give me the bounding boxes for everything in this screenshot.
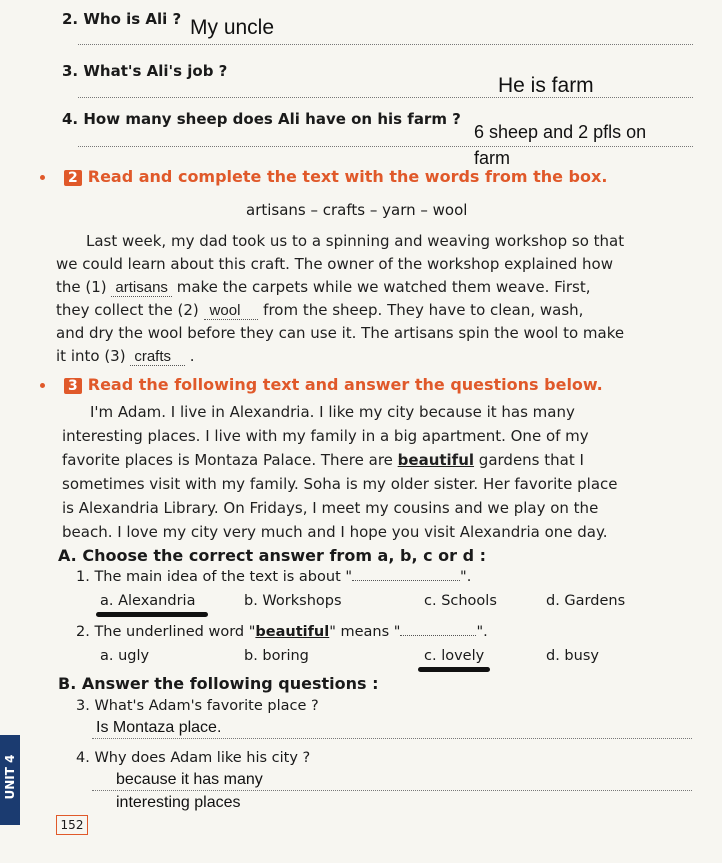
s3-line-2: interesting places. I live with my family in a big apartment. One of my [62, 427, 589, 445]
q1-option-b[interactable]: b. Workshops [244, 593, 342, 609]
q2-line [78, 44, 693, 45]
section-3-number: 3 [64, 378, 82, 394]
s2-line-3: the (1) artisans make the carpets while we watched them weave. First, [56, 278, 591, 296]
underlined-word: beautiful [397, 451, 475, 469]
part-b-q4-answer-line2: interesting places [116, 794, 241, 811]
s2-line-4: they collect the (2) wool from the sheep. They have to clean, wash, [56, 301, 584, 319]
section-3-heading-text: Read the following text and answer the questions below. [87, 375, 603, 394]
part-b-q3-line [92, 738, 692, 739]
s3-line-3: favorite places is Montaza Palace. There are beautiful gardens that I [62, 451, 584, 469]
q4-answer-line2: farm [474, 148, 510, 168]
q2-text: Who is Ali ? [83, 10, 182, 28]
q2-answer-mark [418, 667, 490, 672]
part-b-q4-line [92, 790, 692, 791]
part-b-heading: B. Answer the following questions : [58, 674, 379, 693]
q1-option-a[interactable]: a. Alexandria [100, 593, 196, 609]
s3-line-1: I'm Adam. I live in Alexandria. I like my city because it has many [90, 403, 575, 421]
q2-option-d[interactable]: d. busy [546, 648, 599, 664]
section-2-heading-text: Read and complete the text with the words from the box. [87, 167, 608, 186]
q2-option-c[interactable]: c. lovely [424, 648, 485, 664]
question-3 [62, 62, 227, 80]
question-2 [62, 10, 181, 28]
s2-line-6: it into (3) crafts . [56, 347, 195, 365]
q4-text: How many sheep does Ali have on his farm ? [83, 110, 461, 128]
blank-3: crafts [130, 348, 185, 366]
section-2-number: 2 [64, 170, 82, 186]
part-b-q3-answer: Is Montaza place. [96, 719, 222, 736]
part-b-q3: 3. What's Adam's favorite place ? [76, 698, 319, 714]
q2-number: 2. [62, 10, 79, 28]
q2-option-a[interactable]: a. ugly [100, 648, 150, 664]
part-a-q2: 2. The underlined word "beautiful" means " ". [76, 624, 488, 640]
bullet-dot [40, 383, 45, 388]
q2-answer: My uncle [190, 16, 275, 39]
part-a-heading: A. Choose the correct answer from a, b, c or d : [58, 546, 487, 565]
part-b-q4: 4. Why does Adam like his city ? [76, 750, 311, 766]
question-4 [62, 110, 461, 128]
s3-line-4: sometimes visit with my family. Soha is my older sister. Her favorite place [62, 475, 618, 493]
q1-option-c[interactable]: c. Schools [424, 593, 497, 609]
s3-line-6: beach. I love my city very much and I hope you visit Alexandria one day. [62, 523, 608, 541]
s3-line-5: is Alexandria Library. On Fridays, I meet my cousins and we play on the [62, 499, 599, 517]
section-2-heading [64, 167, 607, 186]
bullet-dot [40, 175, 45, 180]
q1-answer-mark [96, 612, 208, 617]
q4-answer-line1: 6 sheep and 2 pfls on [474, 122, 647, 142]
blank-1: artisans [111, 279, 172, 297]
page-number: 152 [56, 815, 88, 835]
q3-answer: He is farm [498, 74, 594, 97]
part-a-q1: 1. The main idea of the text is about " ". [76, 569, 472, 585]
q3-line [78, 97, 693, 98]
blank-2: wool [204, 302, 259, 320]
section-3-heading [64, 375, 603, 394]
q2-option-b[interactable]: b. boring [244, 648, 309, 664]
s2-line-5: and dry the wool before they can use it. The artisans spin the wool to make [56, 324, 625, 342]
s2-line-2: we could learn about this craft. The owner of the workshop explained how [56, 255, 613, 273]
word-box: artisans – crafts – yarn – wool [246, 201, 468, 219]
q4-number: 4. [62, 110, 79, 128]
unit-side-label: UNIT 4 [3, 754, 17, 800]
q3-number: 3. [62, 62, 79, 80]
q1-option-d[interactable]: d. Gardens [546, 593, 626, 609]
part-b-q4-answer-line1: because it has many [116, 771, 263, 788]
q4-line [78, 146, 693, 147]
q3-text: What's Ali's job ? [83, 62, 228, 80]
s2-line-1: Last week, my dad took us to a spinning and weaving workshop so that [86, 232, 625, 250]
